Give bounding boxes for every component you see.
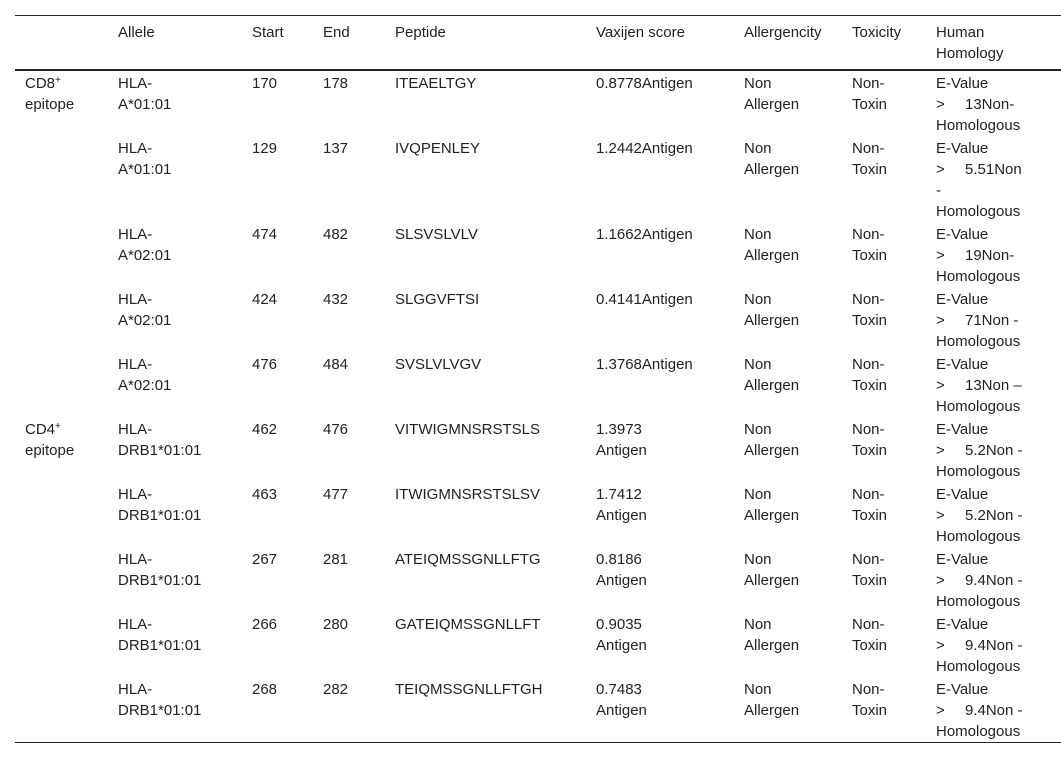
score-cell: 1.7412 Antigen	[596, 485, 647, 524]
start-cell: 170	[252, 74, 278, 92]
end-cell: 482	[323, 225, 349, 243]
homology-cell: E-Value > 5.2Non - Homologous	[936, 420, 1023, 480]
score-cell: 0.9035 Antigen	[596, 615, 647, 654]
table-row	[15, 612, 1061, 677]
epitope-table	[15, 15, 1061, 743]
allergen-cell: Non Allergen	[744, 485, 800, 524]
header-allele: Allele	[118, 24, 155, 41]
group-cd4-base: CD4	[25, 420, 56, 438]
allergen-cell: Non Allergen	[744, 550, 800, 589]
table-row	[15, 352, 1061, 417]
homology-cell: E-Value > 71Non - Homologous	[936, 290, 1021, 350]
start-cell: 424	[252, 290, 278, 308]
homology-cell: E-Value > 13Non – Homologous	[936, 355, 1022, 415]
end-cell: 178	[323, 74, 349, 92]
homology-cell: E-Value > 9.4Non - Homologous	[936, 550, 1023, 610]
header-start: Start	[252, 24, 284, 41]
toxin-cell: Non- Toxin	[852, 139, 888, 178]
end-cell: 281	[323, 550, 349, 568]
peptide-cell: ATEIQMSSGNLLFTG	[395, 550, 541, 568]
peptide-cell: TEIQMSSGNLLFTGH	[395, 680, 543, 698]
toxin-cell: Non- Toxin	[852, 615, 888, 654]
allele-cell: HLA- DRB1*01:01	[118, 420, 202, 459]
table-row	[15, 417, 1061, 482]
allergen-cell: Non Allergen	[744, 355, 800, 394]
header-end: End	[323, 24, 350, 41]
allele-cell: HLA- A*02:01	[118, 355, 172, 394]
start-cell: 462	[252, 420, 278, 438]
header-vaxijen-score: Vaxijen score	[596, 24, 685, 41]
toxin-cell: Non- Toxin	[852, 355, 888, 394]
start-cell: 266	[252, 615, 278, 633]
score-cell: 0.8778Antigen	[596, 74, 693, 92]
score-cell: 1.3768Antigen	[596, 355, 693, 373]
allele-cell: HLA- DRB1*01:01	[118, 615, 202, 654]
allergen-cell: Non Allergen	[744, 290, 800, 329]
header-group	[15, 16, 108, 70]
start-cell: 476	[252, 355, 278, 373]
table-row	[15, 547, 1061, 612]
allergen-cell: Non Allergen	[744, 615, 800, 654]
table-row	[15, 136, 1061, 222]
peptide-cell: SLSVSLVLV	[395, 225, 478, 243]
homology-cell: E-Value > 9.4Non - Homologous	[936, 680, 1023, 740]
allele-cell: HLA- DRB1*01:01	[118, 550, 202, 589]
score-cell: 1.3973 Antigen	[596, 420, 647, 459]
toxin-cell: Non- Toxin	[852, 420, 888, 459]
group-cd4-sup: +	[55, 420, 61, 432]
peptide-cell: GATEIQMSSGNLLFT	[395, 615, 541, 633]
group-cd8-suffix: epitope	[25, 95, 75, 113]
group-cell-cd8	[15, 70, 108, 136]
score-cell: 0.8186 Antigen	[596, 550, 647, 589]
homology-cell: E-Value > 5.51Non - Homologous	[936, 139, 1022, 220]
allergen-cell: Non Allergen	[744, 420, 800, 459]
table-row	[15, 70, 1061, 136]
end-cell: 432	[323, 290, 349, 308]
group-cd8-base: CD8	[25, 74, 56, 92]
table-row	[15, 677, 1061, 743]
group-cd8-sup: +	[55, 74, 61, 86]
score-cell: 1.1662Antigen	[596, 225, 693, 243]
start-cell: 463	[252, 485, 278, 503]
end-cell: 282	[323, 680, 349, 698]
allele-cell: HLA- A*01:01	[118, 74, 172, 113]
end-cell: 477	[323, 485, 349, 503]
header-homology-line2: Homology	[936, 45, 1004, 62]
allergen-cell: Non Allergen	[744, 74, 800, 113]
score-cell: 1.2442Antigen	[596, 139, 693, 157]
allele-cell: HLA- DRB1*01:01	[118, 680, 202, 719]
end-cell: 280	[323, 615, 349, 633]
header-homology-line1: Human	[936, 24, 985, 41]
allergen-cell: Non Allergen	[744, 680, 800, 719]
start-cell: 267	[252, 550, 278, 568]
allergen-cell: Non Allergen	[744, 139, 800, 178]
header-peptide: Peptide	[395, 24, 446, 41]
homology-cell: E-Value > 5.2Non - Homologous	[936, 485, 1023, 545]
end-cell: 476	[323, 420, 349, 438]
table-header	[15, 16, 1061, 70]
start-cell: 474	[252, 225, 278, 243]
peptide-cell: ITEAELTGY	[395, 74, 477, 92]
group-cell-cd4	[15, 417, 108, 482]
homology-cell: E-Value > 19Non- Homologous	[936, 225, 1021, 285]
peptide-cell: IVQPENLEY	[395, 139, 481, 157]
start-cell: 129	[252, 139, 278, 157]
table-row	[15, 287, 1061, 352]
toxin-cell: Non- Toxin	[852, 550, 888, 589]
peptide-cell: SLGGVFTSI	[395, 290, 480, 308]
homology-cell: E-Value > 13Non- Homologous	[936, 74, 1021, 134]
start-cell: 268	[252, 680, 278, 698]
score-cell: 0.7483 Antigen	[596, 680, 647, 719]
header-human-homology	[926, 16, 1061, 70]
toxin-cell: Non- Toxin	[852, 485, 888, 524]
toxin-cell: Non- Toxin	[852, 74, 888, 113]
peptide-cell: ITWIGMNSRSTSLSV	[395, 485, 541, 503]
homology-cell: E-Value > 9.4Non - Homologous	[936, 615, 1023, 675]
group-cd4-suffix: epitope	[25, 441, 75, 459]
toxin-cell: Non- Toxin	[852, 225, 888, 264]
allele-cell: HLA- DRB1*01:01	[118, 485, 202, 524]
table-row	[15, 482, 1061, 547]
table-body	[15, 70, 1061, 743]
allele-cell: HLA- A*02:01	[118, 290, 172, 329]
toxin-cell: Non- Toxin	[852, 290, 888, 329]
score-cell: 0.4141Antigen	[596, 290, 693, 308]
allele-cell: HLA- A*01:01	[118, 139, 172, 178]
header-allergencity: Allergencity	[744, 24, 822, 41]
toxin-cell: Non- Toxin	[852, 680, 888, 719]
peptide-cell: SVSLVLVGV	[395, 355, 482, 373]
header-toxicity: Toxicity	[852, 24, 902, 41]
allele-cell: HLA- A*02:01	[118, 225, 172, 264]
peptide-cell: VITWIGMNSRSTSLS	[395, 420, 541, 438]
table-row	[15, 222, 1061, 287]
end-cell: 137	[323, 139, 349, 157]
end-cell: 484	[323, 355, 349, 373]
allergen-cell: Non Allergen	[744, 225, 800, 264]
